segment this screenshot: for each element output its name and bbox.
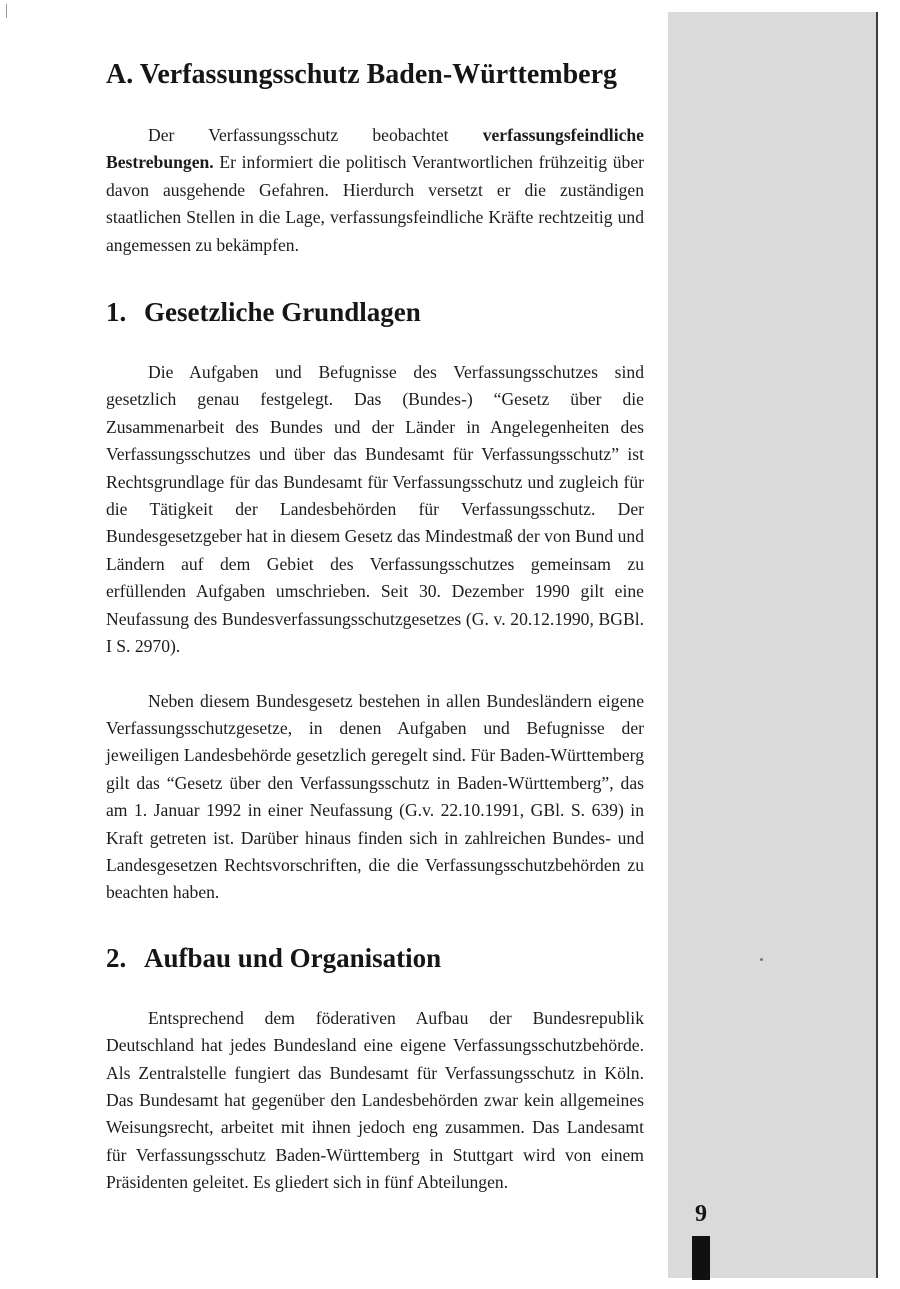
section-2-paragraph: Entsprechend dem föderativen Aufbau der Bundesrepublik Deutschland hat jedes Bundesland eine eigene Verfassungsschutzbehörde. Als Zentralstelle fungiert das Bundesamt für Verfassungsschutz in Köln. Das Bundesamt hat gegenüber den Landesbehörden zwar kein allgemeines Weisungsrecht, arbeitet mit ihnen jedoch eng zusammen. Das Landesamt für Verfassungsschutz Baden-Württemberg in Stuttgart wird von einem Präsidenten geleitet. Es gliedert sich in fünf Abteilungen. (106, 1007, 644, 1193)
section-a-title: A. Verfassungsschutz Baden-Württemberg (106, 59, 617, 90)
section-2-title: Aufbau und Organisation (144, 942, 442, 973)
intro-bold-term: verfassungsfeindliche Bestrebungen. (106, 125, 644, 173)
intro-text-start: Der Verfassungsschutz beobachtet (148, 125, 483, 145)
section-1-paragraph: Die Aufgaben und Befugnisse des Verfassungsschutzes sind gesetzlich genau festgelegt. Das (Bundes-) “Gesetz über die Zusammenarbeit des Bundes und der Länder in Angelegenheiten des Verfassungsschutzes und über das Bundesamt für Verfassungsschutz” ist Rechtsgrundlage für das Bundesamt für Verfassungsschutz und zugleich für die Tätigkeit der Landesbehörden für Verfassungsschutz. Der Bundesgesetzgeber hat in diesem Gesetz das Mindestmaß der von Bund und Ländern auf dem Gebiet des Verfassungsschutzes gemeinsam zu erfüllenden Aufgaben umschrieben. Seit 30. Dezember 1990 gilt eine Neufassung des Bundesverfassungsschutzgesetzes (G. v. 20.12.1990, BGBl. I S. 2970). (106, 362, 644, 657)
scan-mark (6, 4, 7, 18)
margin-rule (876, 12, 878, 1278)
section-1-title: Gesetzliche Grundlagen (144, 297, 421, 328)
scan-speck (760, 958, 763, 961)
section-1-heading (106, 295, 644, 329)
intro-text-end: Er informiert die politisch Verantwortlichen frühzeitig über davon ausgehende Gefahren. Hierdurch versetzt er die zuständigen staatlichen Stellen in die Lage, verfassungsfeindliche Kräfte rechtzeitig und angemessen zu bekämpfen. (106, 152, 644, 255)
section-1-number: 1. (106, 297, 127, 328)
page-number: 9 (695, 1201, 707, 1227)
section-2-heading (106, 941, 644, 975)
page-content (106, 58, 644, 1197)
section-a-intro (106, 122, 644, 259)
thumb-index-marker (692, 1236, 710, 1280)
section-1-paragraph: Neben diesem Bundesgesetz bestehen in allen Bundesländern eigene Verfassungsschutzgesetze, in denen Aufgaben und Befugnisse der jeweiligen Landesbehörde gesetzlich geregelt sind. Für Baden-Württemberg gilt das “Gesetz über den Verfassungsschutz in Baden-Württemberg”, das am 1. Januar 1992 in einer Neufassung (G.v. 22.10.1991, GBl. S. 639) in Kraft getreten ist. Darüber hinaus finden sich in zahlreichen Bundes- und Landesgesetzen Rechtsvorschriften, die die Verfassungsschutzbehörden zu beachten haben. (106, 690, 644, 903)
margin-band (668, 12, 878, 1278)
section-2-number: 2. (106, 942, 127, 973)
